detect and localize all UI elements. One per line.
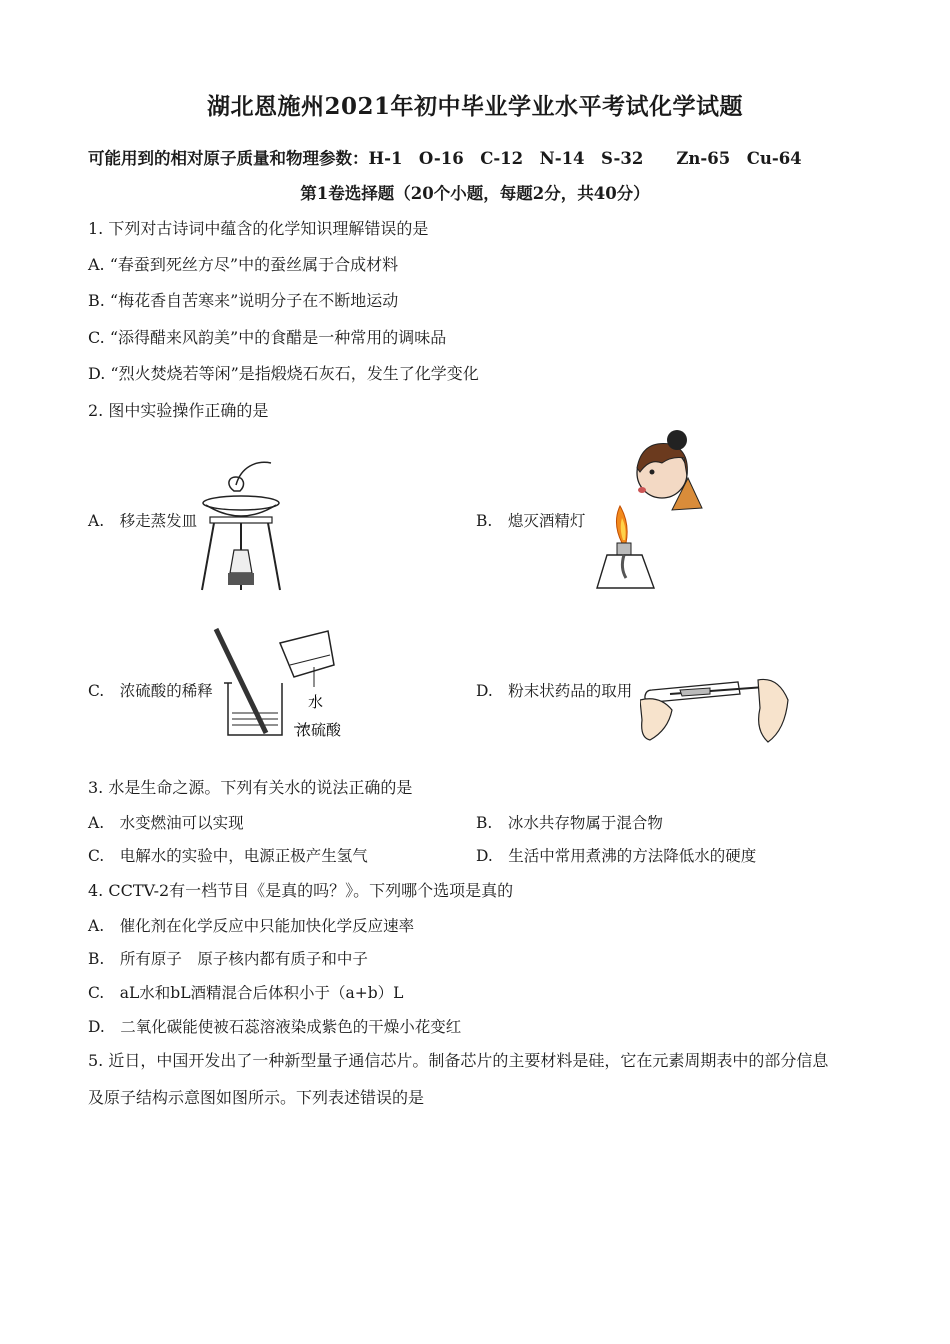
q2-stem: 2. 图中实验操作正确的是 [88, 401, 269, 420]
q3-option-d: D. 生活中常用煮沸的方法降低水的硬度 [476, 847, 757, 865]
q1-option-b: B. “梅花香自苦寒来”说明分子在不断地运动 [88, 291, 399, 310]
q3-option-a: A. 水变燃油可以实现 [88, 814, 244, 832]
alcohol-lamp-figure [592, 428, 707, 598]
q4-option-b: B. 所有原子 原子核内都有质子和中子 [88, 950, 368, 968]
section-heading: 第1卷选择题（20个小题，每题2分，共40分） [300, 184, 650, 203]
q3-option-b: B. 冰水共存物属于混合物 [476, 814, 663, 832]
q1-option-c: C. “添得醋来风韵美”中的食醋是一种常用的调味品 [88, 328, 447, 347]
q2-option-c: C. 浓硫酸的稀释 [88, 682, 213, 700]
q4-option-a: A. 催化剂在化学反应中只能加快化学反应速率 [88, 917, 415, 935]
q3-option-c: C. 电解水的实验中，电源正极产生氢气 [88, 847, 368, 865]
page-title: 湖北恩施州2021年初中毕业学业水平考试化学试题 [206, 93, 743, 120]
water-label: 水 [308, 693, 324, 711]
q2-option-b: B. 熄灭酒精灯 [476, 512, 586, 530]
q1-option-d: D. “烈火焚烧若等闲”是指煅烧石灰石，发生了化学变化 [88, 364, 479, 383]
q4-option-d: D. 二氧化碳能使被石蕊溶液染成紫色的干燥小花变红 [88, 1018, 462, 1036]
q1-option-a: A. “春蚕到死丝方尽”中的蚕丝属于合成材料 [88, 255, 399, 274]
acid-dilution-figure [210, 625, 360, 745]
atomic-mass-params: 可能用到的相对原子质量和物理参数：H-1 O-16 C-12 N-14 S-32 Zn-65 Cu-64 [88, 149, 802, 168]
q4-option-c: C. aL水和bL酒精混合后体积小于（a+b）L [88, 984, 404, 1002]
evaporating-dish-figure [196, 455, 286, 595]
q2-option-a: A. 移走蒸发皿 [88, 512, 198, 530]
q4-stem: 4. CCTV-2有一档节目《是真的吗？》。下列哪个选项是真的 [88, 881, 514, 900]
acid-label: 浓硫酸 [296, 721, 342, 739]
q2-option-d: D. 粉末状药品的取用 [476, 682, 633, 700]
q5-stem-line2: 及原子结构示意图如图所示。下列表述错误的是 [88, 1088, 425, 1107]
q3-stem: 3. 水是生命之源。下列有关水的说法正确的是 [88, 778, 413, 797]
powder-sampling-figure [640, 660, 790, 745]
q1-stem: 1. 下列对古诗词中蕴含的化学知识理解错误的是 [88, 219, 429, 238]
q5-stem-line1: 5. 近日，中国开发出了一种新型量子通信芯片。制备芯片的主要材料是硅，它在元素周期表中的部分信息 [88, 1051, 829, 1070]
